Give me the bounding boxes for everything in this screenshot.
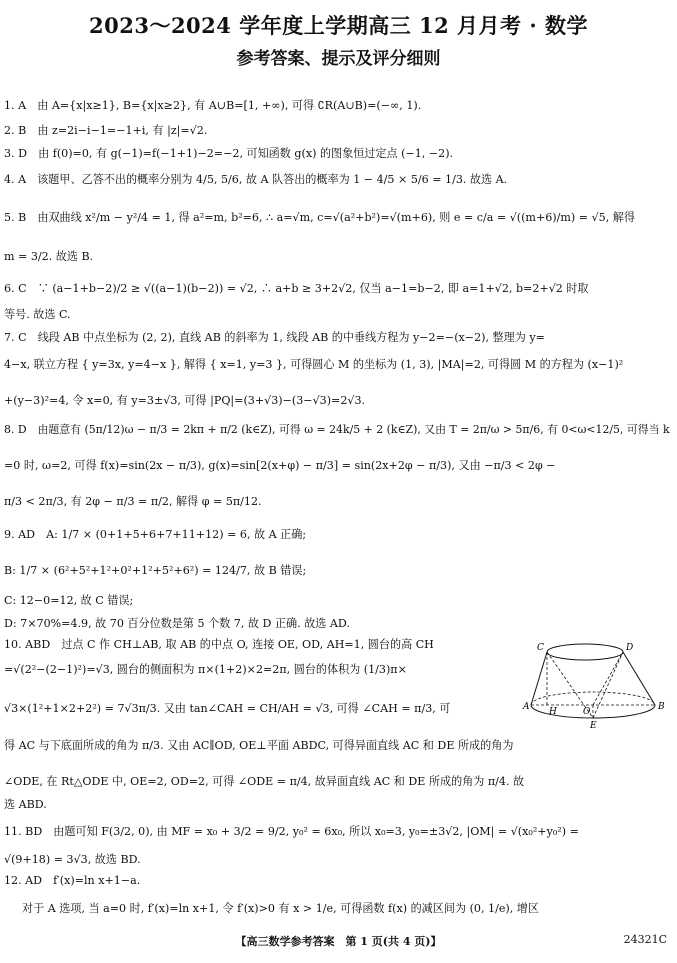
label-C: C bbox=[537, 643, 544, 653]
right-side bbox=[623, 652, 655, 705]
answer-line: ∠ODE, 在 Rt△ODE 中, OE=2, OD=2, 可得 ∠ODE = π/4, 故异面直线 AC 和 DE 所成的角为 π/4. 故 bbox=[4, 775, 525, 788]
answer-line: √(9+18) = 3√3, 故选 BD. bbox=[4, 853, 141, 866]
label-H: H bbox=[549, 707, 557, 717]
label-D: D bbox=[626, 643, 634, 653]
top-ellipse bbox=[547, 644, 623, 660]
label-E: E bbox=[590, 721, 597, 731]
answer-line: 得 AC 与下底面所成的角为 π/3. 又由 AC∥OD, OE⊥平面 ABDC, 可得异面直线 AC 和 DE 所成的角为 bbox=[4, 739, 514, 752]
answer-line: 9. AD A: 1/7 × (0+1+5+6+7+11+12) = 6, 故 A 正确; bbox=[4, 528, 307, 541]
answer-line: 12. AD f′(x)=ln x+1−a. bbox=[4, 874, 141, 887]
answer-line: 7. C 线段 AB 中点坐标为 (2, 2), 直线 AB 的斜率为 1, 线段 AB 的中垂线方程为 y−2=−(x−2), 整理为 y= bbox=[4, 331, 545, 344]
answer-line: 6. C ∵ (a−1+b−2)/2 ≥ √((a−1)(b−2)) = √2, ∴ a+b ≥ 3+2√2, 仅当 a−1=b−2, 即 a=1+√2, b=2+√2 时取 bbox=[4, 282, 589, 295]
answer-line: +(y−3)²=4, 令 x=0, 有 y=3±√3, 可得 |PQ|=(3+√3)−(3−√3)=2√3. bbox=[4, 394, 366, 407]
answer-line: π/3 < 2π/3, 有 2φ − π/3 = π/2, 解得 φ = 5π/12. bbox=[4, 495, 262, 508]
answer-line: m = 3/2. 故选 B. bbox=[4, 250, 94, 263]
answer-line: 4−x, 联立方程 { y=3x, y=4−x }, 解得 { x=1, y=3 }, 可得圆心 M 的坐标为 (1, 3), |MA|=2, 可得圆 M 的方程为 (x−1)² bbox=[4, 358, 624, 371]
answer-line: B: 1/7 × (6²+5²+1²+0²+1²+5²+6²) = 124/7, 故 B 错误; bbox=[4, 564, 307, 577]
bottom-ellipse-back bbox=[531, 692, 655, 705]
answer-line: =0 时, ω=2, 可得 f(x)=sin(2x − π/3), g(x)=sin[2(x+φ) − π/3] = sin(2x+2φ − π/3), 又由 −π/3 < 2φ − bbox=[4, 459, 556, 472]
answer-line: √3×(1²+1×2+2²) = 7√3π/3. 又由 tan∠CAH = CH/AH = √3, 可得 ∠CAH = π/3, 可 bbox=[4, 702, 451, 715]
answer-line: =√(2²−(2−1)²)=√3, 圆台的侧面积为 π×(1+2)×2=2π, 圆台的体积为 (1/3)π× bbox=[4, 663, 407, 676]
answer-line: 10. ABD 过点 C 作 CH⊥AB, 取 AB 的中点 O, 连接 OE, OD, AH=1, 圆台的高 CH bbox=[4, 638, 434, 651]
answer-line: 对于 A 选项, 当 a=0 时, f′(x)=ln x+1, 令 f′(x)>0 有 x > 1/e, 可得函数 f(x) 的减区间为 (0, 1/e), 增区 bbox=[22, 902, 539, 915]
answer-line: C: 12−0=12, 故 C 错误; bbox=[4, 594, 134, 607]
page-subtitle: 参考答案、提示及评分细则 bbox=[236, 49, 441, 69]
label-A: A bbox=[523, 702, 530, 712]
doc-code: 24321C bbox=[623, 933, 667, 946]
answer-line: D: 7×70%=4.9, 故 70 百分位数是第 5 个数 7, 故 D 正确. 故选 AD. bbox=[4, 617, 350, 630]
page-footer: 【高三数学参考答案 第 1 页(共 4 页)】 bbox=[235, 935, 442, 948]
answer-line: 1. A 由 A={x|x≥1}, B={x|x≥2}, 有 A∪B=[1, +∞), 可得 ∁R(A∪B)=(−∞, 1). bbox=[4, 99, 422, 112]
answer-line: 3. D 由 f(0)=0, 有 g(−1)=f(−1+1)−2=−2, 可知函数 g(x) 的图象恒过定点 (−1, −2). bbox=[4, 147, 454, 160]
answer-line: 选 ABD. bbox=[4, 798, 47, 811]
answer-line: 2. B 由 z=2i−i−1=−1+i, 有 |z|=√2. bbox=[4, 124, 208, 137]
answer-line: 5. B 由双曲线 x²/m − y²/4 = 1, 得 a²=m, b²=6, ∴ a=√m, c=√(a²+b²)=√(m+6), 则 e = c/a = √((m+6)/m) = √5, 解得 bbox=[4, 211, 635, 224]
answer-line: 等号. 故选 C. bbox=[4, 308, 71, 321]
label-B: B bbox=[658, 702, 665, 712]
frustum-figure bbox=[521, 639, 671, 732]
answer-line: 8. D 由题意有 (5π/12)ω − π/3 = 2kπ + π/2 (k∈Z), 可得 ω = 24k/5 + 2 (k∈Z), 又由 T = 2π/ω > 5π/6, 有 0<ω<12/5, 可得当 k bbox=[4, 423, 670, 436]
answer-line: 4. A 该题甲、乙答不出的概率分别为 4/5, 5/6, 故 A 队答出的概率为 1 − 4/5 × 5/6 = 1/3. 故选 A. bbox=[4, 173, 508, 186]
answer-line: 11. BD 由题可知 F(3/2, 0), 由 MF = x₀ + 3/2 = 9/2, y₀² = 6x₀, 所以 x₀=3, y₀=±3√2, |OM| = √(x₀²+y₀²) = bbox=[4, 825, 579, 838]
page-title: 2023～2024 学年度上学期高三 12 月月考 · 数学 bbox=[89, 13, 588, 38]
label-O: O bbox=[583, 707, 591, 717]
